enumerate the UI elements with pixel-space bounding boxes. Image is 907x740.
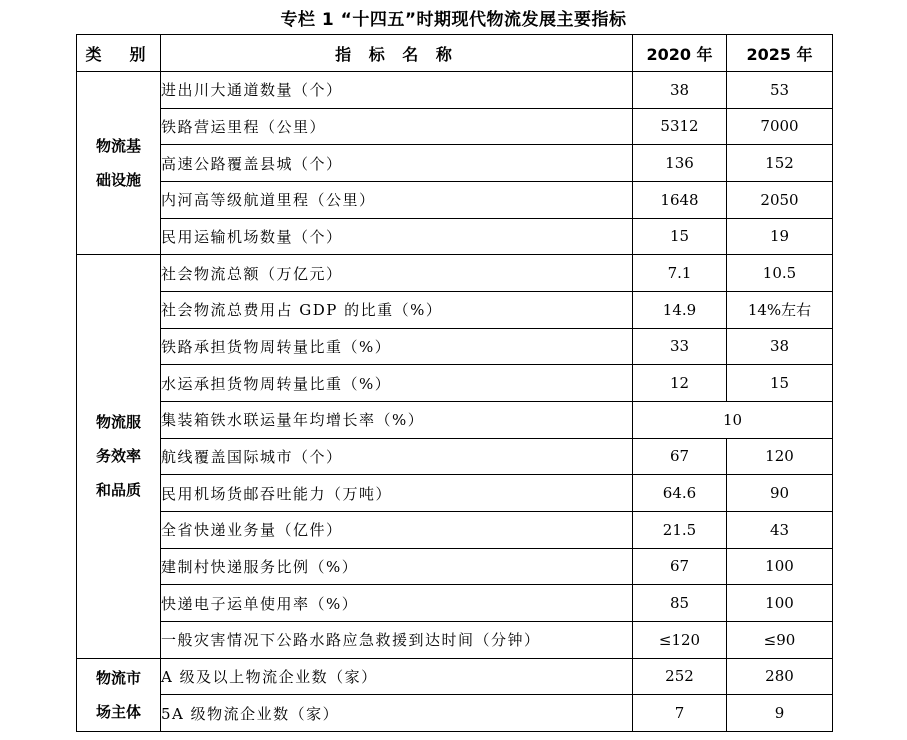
table-row [77, 72, 833, 109]
category-label-line: 物流市 [95, 668, 141, 687]
indicator-name: 建制村快递服务比例（%） [161, 548, 633, 585]
value-2025: 9 [727, 695, 833, 732]
value-2025: 152 [727, 145, 833, 182]
header-indicator: 指 标 名 称 [161, 35, 633, 72]
value-2020: ≤120 [633, 621, 727, 658]
value-2020: 67 [633, 548, 727, 585]
category-label-line: 务效率 [95, 447, 141, 466]
value-2020: 1648 [633, 181, 727, 218]
indicator-name: 进出川大通道数量（个） [161, 72, 633, 109]
indicator-name: 社会物流总费用占 GDP 的比重（%） [161, 291, 633, 328]
value-2020: 136 [633, 145, 727, 182]
category-cell [77, 72, 161, 255]
value-2020: 38 [633, 72, 727, 109]
value-2025: 15 [727, 365, 833, 402]
indicator-name: 高速公路覆盖县城（个） [161, 145, 633, 182]
category-label-line: 础设施 [95, 171, 141, 190]
value-2025: 120 [727, 438, 833, 475]
value-2025: 38 [727, 328, 833, 365]
header-row [77, 35, 833, 72]
category-label-line: 物流服 [95, 413, 141, 432]
table-row [77, 401, 833, 438]
indicator-name: 5A 级物流企业数（家） [161, 695, 633, 732]
value-2020: 7.1 [633, 255, 727, 292]
table-row [77, 365, 833, 402]
table-row [77, 328, 833, 365]
indicator-name: 航线覆盖国际城市（个） [161, 438, 633, 475]
header-category: 类 别 [77, 35, 161, 72]
table-row [77, 475, 833, 512]
indicator-table [76, 34, 833, 732]
table-row [77, 695, 833, 732]
value-2025: 100 [727, 548, 833, 585]
value-2025: 10.5 [727, 255, 833, 292]
value-2020: 12 [633, 365, 727, 402]
table-row [77, 145, 833, 182]
merged-value: 10 [633, 401, 833, 438]
indicator-name: 水运承担货物周转量比重（%） [161, 365, 633, 402]
value-2025: 14%左右 [727, 291, 833, 328]
header-2025: 2025 年 [727, 35, 833, 72]
indicator-name: 民用运输机场数量（个） [161, 218, 633, 255]
header-2020: 2020 年 [633, 35, 727, 72]
table-row [77, 548, 833, 585]
value-2025: 43 [727, 511, 833, 548]
value-2020: 33 [633, 328, 727, 365]
value-2020: 7 [633, 695, 727, 732]
value-2025: 53 [727, 72, 833, 109]
value-2020: 5312 [633, 108, 727, 145]
indicator-name: 集装箱铁水联运量年均增长率（%） [161, 401, 633, 438]
value-2020: 21.5 [633, 511, 727, 548]
table-body [77, 72, 833, 732]
table-row [77, 108, 833, 145]
table-row [77, 511, 833, 548]
value-2020: 64.6 [633, 475, 727, 512]
value-2025: 2050 [727, 181, 833, 218]
value-2020: 15 [633, 218, 727, 255]
indicator-name: 全省快递业务量（亿件） [161, 511, 633, 548]
value-2025: 90 [727, 475, 833, 512]
value-2025: 19 [727, 218, 833, 255]
value-2025: ≤90 [727, 621, 833, 658]
category-label-line: 物流基 [95, 137, 141, 156]
indicator-name: 铁路营运里程（公里） [161, 108, 633, 145]
indicator-name: 内河高等级航道里程（公里） [161, 181, 633, 218]
category-label-line: 和品质 [95, 481, 141, 500]
table-row [77, 585, 833, 622]
value-2020: 14.9 [633, 291, 727, 328]
indicator-name: 社会物流总额（万亿元） [161, 255, 633, 292]
value-2025: 7000 [727, 108, 833, 145]
indicator-name: A 级及以上物流企业数（家） [161, 658, 633, 695]
indicator-name: 民用机场货邮吞吐能力（万吨） [161, 475, 633, 512]
table-row [77, 181, 833, 218]
table-row [77, 621, 833, 658]
table-row [77, 291, 833, 328]
category-label-line: 场主体 [95, 702, 141, 721]
indicator-name: 一般灾害情况下公路水路应急救援到达时间（分钟） [161, 621, 633, 658]
table-row [77, 658, 833, 695]
indicator-name: 铁路承担货物周转量比重（%） [161, 328, 633, 365]
table-title: 专栏 1 “十四五”时期现代物流发展主要指标 [280, 10, 627, 30]
value-2025: 100 [727, 585, 833, 622]
table-row [77, 218, 833, 255]
value-2020: 252 [633, 658, 727, 695]
value-2025: 280 [727, 658, 833, 695]
table-row [77, 438, 833, 475]
category-cell [77, 255, 161, 658]
value-2020: 67 [633, 438, 727, 475]
indicator-name: 快递电子运单使用率（%） [161, 585, 633, 622]
category-cell [77, 658, 161, 732]
table-row [77, 255, 833, 292]
value-2020: 85 [633, 585, 727, 622]
